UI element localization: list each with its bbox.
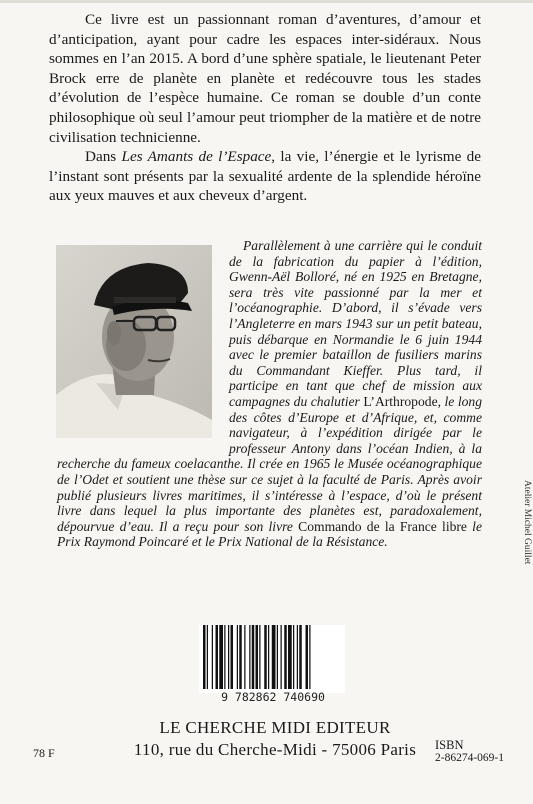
- barcode-bar: [212, 625, 213, 689]
- barcode-digits: 9 782862 740690: [221, 690, 325, 704]
- barcode-bar: [244, 625, 245, 689]
- barcode-bar: [219, 625, 223, 689]
- isbn-number: 2-86274-069-1: [435, 752, 504, 764]
- barcode-bar: [256, 625, 259, 689]
- barcode-bar: [231, 625, 234, 689]
- bio-text: Parallèlement à une carrière qui le conduit de la fabrication du papier à l’édition, Gwenn-Aël Bolloré, né en 1925 en Bretagne, sera très vite passionné par la mer et l’océanographie. D’abord, il s’évade vers l’Angleterre en mars 1943 sur un petit bateau, puis débarque en Normandie le 6 juin 1944 avec le premier bataillon de fusiliers marins du Commandant Kieffer. Plus tard, il participe en tant que chef de mission aux campagnes du chalutier: [229, 238, 482, 409]
- book-title: Commando de la France libre: [298, 518, 467, 534]
- barcode-bar: [299, 625, 302, 689]
- blurb-text: , la vie, l’énergie et le lyrisme de l’instant sont présents par la sexualité ardente de la splendide héroïne aux yeux mauves et aux cheveux d’argent.: [49, 148, 481, 205]
- isbn-label: ISBN: [435, 738, 464, 752]
- barcode-bar: [284, 625, 287, 689]
- barcode-bar: [293, 625, 294, 689]
- bio-text: le Prix Raymond Poincaré et le Prix National de la Résistance.: [57, 518, 482, 550]
- barcode-bar: [281, 625, 282, 689]
- barcode-bar: [272, 625, 276, 689]
- blurb-paragraph-1: Ce livre est un passionnant roman d’aventures, d’amour et d’anticipation, ayant pour cadre les espaces inter-sidéraux. Nous sommes en l’an 2015. A bord d’une sphère spatiale, le lieutenant Peter Brock erre de planète en planète et redécouvre tous les stades d’évolution de l’espèce humaine. Ce roman se double d’un conte philosophique où seul l’amour peut triompher de la matière et de notre civilisation technicienne.: [49, 11, 481, 146]
- barcode-bar: [203, 625, 206, 689]
- photo-credit: Atelier Michel Guillet: [522, 480, 532, 565]
- barcode-bar: [306, 625, 309, 689]
- author-biography: [57, 238, 482, 550]
- bio-text: , le long des côtes d’Europe et d’Afrique, et, comme navigateur, à l’expédition dirigée par le professeur Antony dans l’océan Indien, à la recherche du fameux coelacanthe. Il crée en 1965 le Musée océanographique de l’Odet et soutient une thèse sur ce sujet à la faculté de Paris. Après avoir publié plusieurs livres maritimes, il s’intéresse à l’espace, d’où le présent livre dans lequel la plus importante des planètes est, paradoxalement, dépourvue d’eau. Il a reçu pour son livre: [57, 393, 482, 534]
- publisher-name: LE CHERCHE MIDI EDITEUR: [159, 718, 391, 737]
- barcode-bar: [224, 625, 225, 689]
- barcode-bar: [228, 625, 229, 689]
- barcode-bar: [268, 625, 269, 689]
- publisher-block: [100, 717, 450, 761]
- ship-name: L’Arthropode: [363, 393, 438, 409]
- photo-wrap-space: [57, 238, 229, 443]
- barcode-bar: [277, 625, 278, 689]
- book-title: Les Amants de l’Espace: [121, 148, 272, 166]
- barcode-bar: [216, 625, 219, 689]
- blurb: [49, 10, 481, 206]
- barcode-image: [199, 625, 345, 693]
- page-edge: [0, 0, 533, 3]
- barcode-bar: [309, 625, 310, 689]
- blurb-text: Dans: [85, 148, 122, 166]
- barcode-bar: [252, 625, 255, 689]
- barcode-bar: [239, 625, 242, 689]
- barcode-bar: [249, 625, 250, 689]
- barcode-bar: [297, 625, 298, 689]
- barcode-bar: [259, 625, 260, 689]
- barcode-bar: [264, 625, 267, 689]
- blurb-paragraph-2: [49, 147, 481, 206]
- barcode-bar: [237, 625, 238, 689]
- barcode-bar: [207, 625, 208, 689]
- barcode: [199, 625, 345, 693]
- price: 78 F: [33, 746, 55, 760]
- barcode-bar: [288, 625, 292, 689]
- publisher-address: 110, rue du Cherche-Midi - 75006 Paris: [133, 740, 417, 759]
